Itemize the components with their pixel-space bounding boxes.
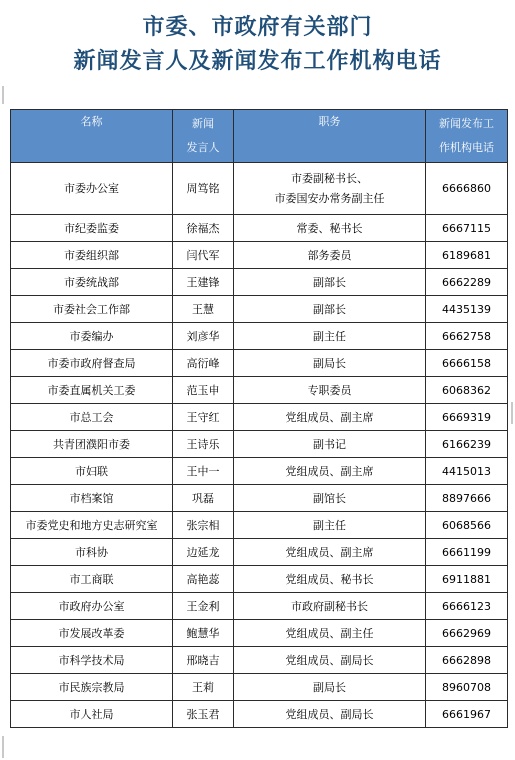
cell-person: 王建锋 [173,269,234,296]
cell-position: 副主任 [234,512,426,539]
cell-position: 常委、秘书长 [234,215,426,242]
cell-position: 副馆长 [234,485,426,512]
cell-phone: 6166239 [426,431,508,458]
cell-name: 市委市政府督查局 [11,350,173,377]
cell-name: 市委直属机关工委 [11,377,173,404]
cell-position: 副部长 [234,269,426,296]
cell-phone: 6662969 [426,620,508,647]
cell-phone: 6068362 [426,377,508,404]
cell-name: 市科学技术局 [11,647,173,674]
cell-position: 副主任 [234,323,426,350]
cell-person: 王慧 [173,296,234,323]
cell-person: 边延龙 [173,539,234,566]
contacts-table [10,109,508,728]
cell-name: 市发展改革委 [11,620,173,647]
table-row [11,323,508,350]
cell-person: 张玉君 [173,701,234,728]
cell-person: 王诗乐 [173,431,234,458]
table-row [11,404,508,431]
cell-phone: 4415013 [426,458,508,485]
cell-phone: 6911881 [426,566,508,593]
page-title-line1: 市委、市政府有关部门 [142,14,373,40]
cell-position: 党组成员、副局长 [234,701,426,728]
cell-name: 市民族宗教局 [11,674,173,701]
cell-person: 范玉申 [173,377,234,404]
cell-phone: 8960708 [426,674,508,701]
cell-person: 刘彦华 [173,323,234,350]
page-edge-mark-right [511,402,513,424]
cell-position: 副局长 [234,350,426,377]
cell-person: 王莉 [173,674,234,701]
cell-name: 共青团濮阳市委 [11,431,173,458]
cell-phone: 6662289 [426,269,508,296]
column-header-spokesperson: 新闻 发言人 [173,110,234,163]
cell-phone: 8897666 [426,485,508,512]
cell-person: 高艳蕊 [173,566,234,593]
table-row [11,242,508,269]
cell-phone: 6669319 [426,404,508,431]
table-row [11,512,508,539]
cell-person: 巩磊 [173,485,234,512]
cell-phone: 6661967 [426,701,508,728]
cell-name: 市人社局 [11,701,173,728]
table-row [11,701,508,728]
page-title-line2: 新闻发言人及新闻发布工作机构电话 [73,48,442,74]
cell-name: 市政府办公室 [11,593,173,620]
page-edge-mark-bottom [2,736,4,758]
cell-person: 邢晓吉 [173,647,234,674]
cell-position: 党组成员、副主席 [234,458,426,485]
table-row [11,566,508,593]
cell-name: 市工商联 [11,566,173,593]
column-header-position: 职务 [234,110,426,163]
table-row [11,350,508,377]
cell-position: 党组成员、秘书长 [234,566,426,593]
cell-position: 市委副秘书长、 市委国安办常务副主任 [234,163,426,215]
cell-person: 张宗相 [173,512,234,539]
cell-position: 副局长 [234,674,426,701]
cell-person: 王守红 [173,404,234,431]
cell-person: 鲍慧华 [173,620,234,647]
cell-name: 市委统战部 [11,269,173,296]
table-row [11,269,508,296]
table-row [11,431,508,458]
cell-position: 市政府副秘书长 [234,593,426,620]
cell-name: 市委办公室 [11,163,173,215]
table-row [11,593,508,620]
table-row [11,215,508,242]
cell-phone: 6662898 [426,647,508,674]
table-row [11,647,508,674]
table-row [11,674,508,701]
cell-name: 市档案馆 [11,485,173,512]
cell-name: 市纪委监委 [11,215,173,242]
cell-phone: 6666158 [426,350,508,377]
table-row [11,539,508,566]
table-header-row [11,110,508,163]
cell-name: 市委组织部 [11,242,173,269]
cell-position: 党组成员、副主任 [234,620,426,647]
table-row [11,296,508,323]
table-row [11,163,508,215]
cell-person: 闫代军 [173,242,234,269]
cell-person: 王中一 [173,458,234,485]
cell-person: 周笃铭 [173,163,234,215]
column-header-name: 名称 [11,110,173,163]
cell-position: 党组成员、副主席 [234,404,426,431]
cell-phone: 6666860 [426,163,508,215]
cell-name: 市委社会工作部 [11,296,173,323]
cell-position: 党组成员、副主席 [234,539,426,566]
cell-phone: 6667115 [426,215,508,242]
cell-name: 市总工会 [11,404,173,431]
column-header-phone: 新闻发布工 作机构电话 [426,110,508,163]
cell-phone: 6666123 [426,593,508,620]
table-row [11,377,508,404]
cell-phone: 6662758 [426,323,508,350]
cell-position: 副书记 [234,431,426,458]
table-row [11,485,508,512]
page-edge-mark-top [2,86,4,104]
cell-phone: 6068566 [426,512,508,539]
cell-person: 王金利 [173,593,234,620]
table-row [11,620,508,647]
cell-position: 副部长 [234,296,426,323]
cell-phone: 4435139 [426,296,508,323]
cell-position: 专职委员 [234,377,426,404]
cell-name: 市委编办 [11,323,173,350]
cell-phone: 6661199 [426,539,508,566]
cell-position: 党组成员、副局长 [234,647,426,674]
cell-person: 高衍峰 [173,350,234,377]
cell-phone: 6189681 [426,242,508,269]
table-row [11,458,508,485]
cell-name: 市科协 [11,539,173,566]
cell-person: 徐福杰 [173,215,234,242]
cell-name: 市妇联 [11,458,173,485]
cell-name: 市委党史和地方史志研究室 [11,512,173,539]
cell-position: 部务委员 [234,242,426,269]
